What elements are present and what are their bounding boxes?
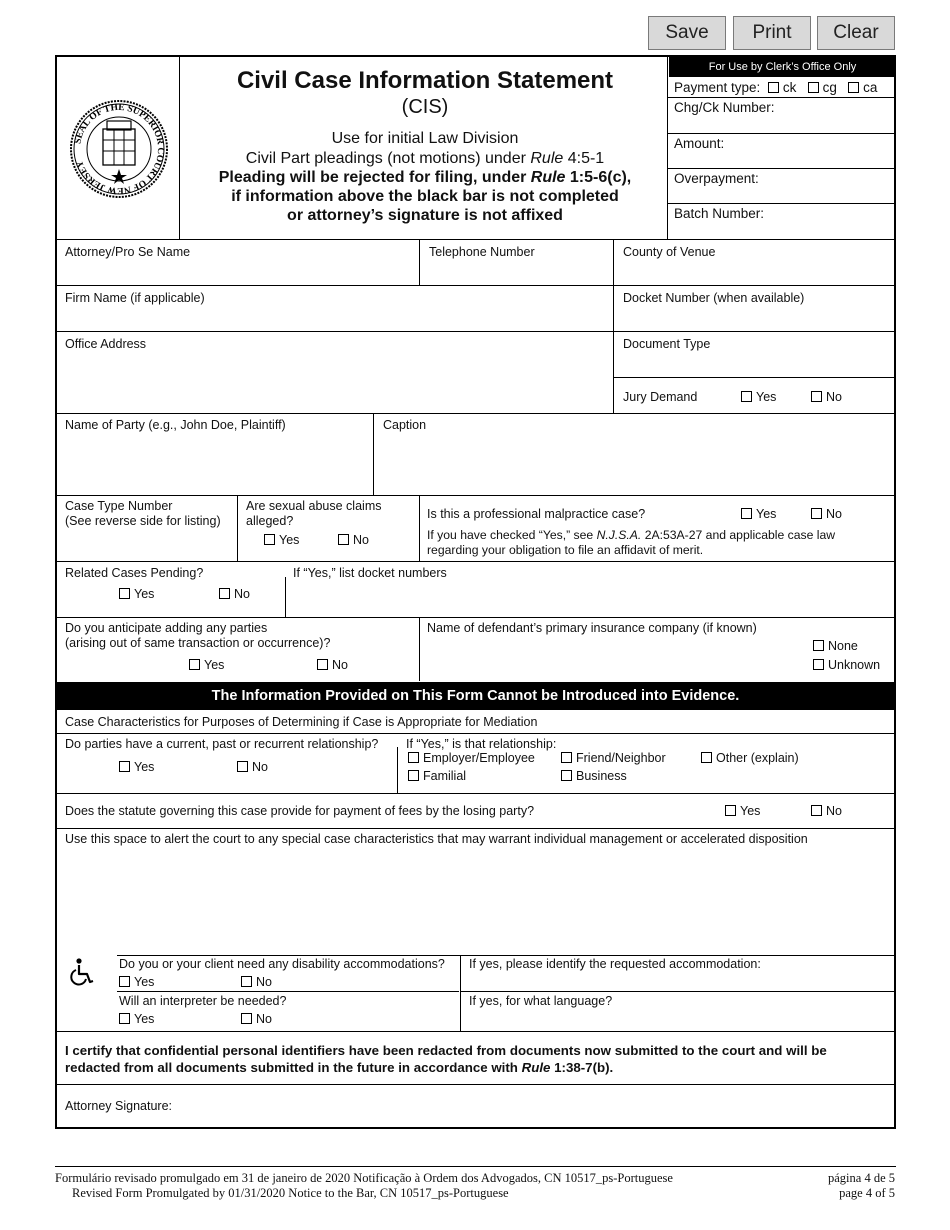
form-subtitle: (CIS): [401, 96, 449, 118]
document-type-field[interactable]: Document Type: [623, 337, 711, 351]
relationship-no-option[interactable]: No: [237, 760, 268, 775]
case-type-field[interactable]: Case Type Number (See reverse side for listing): [65, 499, 221, 528]
certification-statement: I certify that confidential personal identifiers have been redacted from documents now submitted to the court and will be redacted from all documents submitted in the future in accordance with Rule 1:38-7(b).: [65, 1043, 827, 1075]
other-explain-option[interactable]: Other (explain): [701, 751, 799, 766]
related-cases-question: Related Cases Pending?: [65, 566, 204, 580]
statute-no-option[interactable]: No: [811, 804, 842, 819]
warning-line-3: or attorney’s signature is not affixed: [287, 207, 563, 224]
print-button[interactable]: Print: [733, 16, 811, 50]
warning-line-2: if information above the black bar is not completed: [231, 188, 619, 205]
related-yes-option[interactable]: Yes: [119, 587, 154, 602]
friend-neighbor-option[interactable]: Friend/Neighbor: [561, 751, 666, 766]
clear-button[interactable]: Clear: [817, 16, 895, 50]
disability-no-option[interactable]: No: [241, 975, 272, 990]
mediation-heading: Case Characteristics for Purposes of Determining if Case is Appropriate for Mediation: [65, 715, 538, 729]
use-line-2: Civil Part pleadings (not motions) under Rule 4:5-1: [245, 150, 605, 167]
page-number-portuguese: página 4 de 5: [828, 1171, 895, 1185]
familial-option[interactable]: Familial: [408, 769, 466, 784]
jury-yes-option[interactable]: Yes: [741, 390, 776, 405]
jury-demand-label: Jury Demand: [623, 390, 698, 404]
related-docket-numbers-field[interactable]: If “Yes,” list docket numbers: [293, 566, 447, 580]
wheelchair-icon: [69, 957, 97, 987]
relationship-question: Do parties have a current, past or recurrent relationship?: [65, 737, 379, 751]
malpractice-question: Is this a professional malpractice case?: [427, 507, 646, 521]
statute-yes-option[interactable]: Yes: [725, 804, 760, 819]
overpayment-field[interactable]: Overpayment:: [674, 171, 759, 186]
batch-number-field[interactable]: Batch Number:: [674, 206, 765, 221]
insurance-unknown-option[interactable]: Unknown: [813, 658, 880, 673]
relationship-yes-option[interactable]: Yes: [119, 760, 154, 775]
abuse-claims-question: Are sexual abuse claims alleged?: [246, 499, 382, 528]
interpreter-yes-option[interactable]: Yes: [119, 1012, 154, 1027]
accommodation-request-field[interactable]: If yes, please identify the requested accommodation:: [469, 957, 761, 971]
seal-text: SEAL OF THE SUPERIOR COURT OF NEW JERSEY: [73, 102, 166, 196]
attorney-signature-field[interactable]: Attorney Signature:: [65, 1099, 173, 1113]
interpreter-no-option[interactable]: No: [241, 1012, 272, 1027]
form-title: Civil Case Information Statement: [236, 67, 614, 94]
warning-line-1: Pleading will be rejected for filing, under Rule 1:5-6(c),: [218, 169, 632, 186]
relationship-type-label: If “Yes,” is that relationship:: [406, 737, 557, 751]
malpractice-no-option[interactable]: No: [811, 507, 842, 522]
firm-name-field[interactable]: Firm Name (if applicable): [65, 291, 205, 305]
attorney-name-field[interactable]: Attorney/Pro Se Name: [65, 245, 191, 259]
page-number-english: page 4 of 5: [839, 1186, 895, 1200]
amount-field[interactable]: Amount:: [674, 136, 725, 151]
statute-fees-question: Does the statute governing this case provide for payment of fees by the losing party?: [65, 804, 535, 818]
insurance-company-field[interactable]: Name of defendant’s primary insurance company (if known): [427, 621, 757, 635]
malpractice-yes-option[interactable]: Yes: [741, 507, 776, 522]
disability-question: Do you or your client need any disability accommodations?: [119, 957, 445, 971]
office-address-field[interactable]: Office Address: [65, 337, 147, 351]
employer-employee-option[interactable]: Employer/Employee: [408, 751, 535, 766]
insurance-none-option[interactable]: None: [813, 639, 858, 654]
cis-form: [55, 55, 896, 1129]
related-no-option[interactable]: No: [219, 587, 250, 602]
anticipate-yes-option[interactable]: Yes: [189, 658, 224, 673]
footer-english: Revised Form Promulgated by 01/31/2020 Notice to the Bar, CN 10517_ps-Portuguese: [72, 1186, 509, 1200]
county-venue-field[interactable]: County of Venue: [623, 245, 716, 259]
party-name-field[interactable]: Name of Party (e.g., John Doe, Plaintiff): [65, 418, 286, 432]
business-option[interactable]: Business: [561, 769, 627, 784]
evidence-banner: The Information Provided on This Form Cannot be Introduced into Evidence.: [57, 682, 894, 710]
clerk-heading: For Use by Clerk’s Office Only: [669, 57, 896, 77]
ck-checkbox[interactable]: [768, 82, 779, 93]
ca-checkbox[interactable]: [848, 82, 859, 93]
caption-field[interactable]: Caption: [383, 418, 427, 432]
special-characteristics-field[interactable]: Use this space to alert the court to any special case characteristics that may warrant individual management or accelerated disposition: [65, 832, 808, 846]
footer-portuguese: Formulário revisado promulgado em 31 de janeiro de 2020 Notificação à Ordem dos Advogados, CN 10517_ps-Portuguese: [55, 1171, 673, 1185]
interpreter-language-field[interactable]: If yes, for what language?: [469, 994, 613, 1008]
anticipate-parties-question: Do you anticipate adding any parties (arising out of same transaction or occurrence)?: [65, 621, 331, 650]
docket-number-field[interactable]: Docket Number (when available): [623, 291, 805, 305]
jury-no-option[interactable]: No: [811, 390, 842, 405]
use-line-1: Use for initial Law Division: [331, 130, 519, 147]
abuse-yes-option[interactable]: Yes: [264, 533, 299, 548]
abuse-no-option[interactable]: No: [338, 533, 369, 548]
court-seal-icon: [69, 99, 169, 199]
save-button[interactable]: Save: [648, 16, 726, 50]
telephone-field[interactable]: Telephone Number: [429, 245, 535, 259]
payment-type: Payment type: ck cg ca: [674, 80, 878, 95]
chg-ck-number-field[interactable]: Chg/Ck Number:: [674, 100, 775, 115]
interpreter-question: Will an interpreter be needed?: [119, 994, 287, 1008]
anticipate-no-option[interactable]: No: [317, 658, 348, 673]
malpractice-note: If you have checked “Yes,” see N.J.S.A. 2A:53A-27 and applicable case law regarding your obligation to file an affidavit of merit.: [427, 528, 836, 557]
disability-yes-option[interactable]: Yes: [119, 975, 154, 990]
cg-checkbox[interactable]: [808, 82, 819, 93]
